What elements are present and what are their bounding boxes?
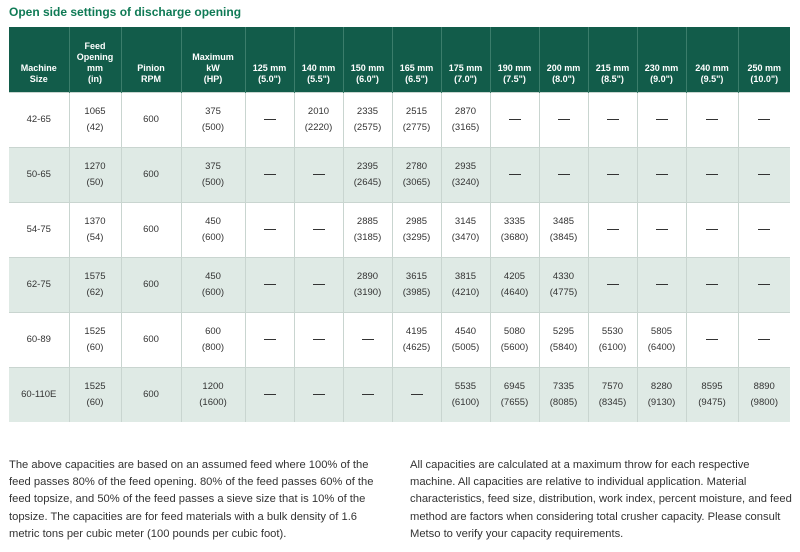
- column-header: [69, 27, 121, 93]
- capacity-cell: [490, 93, 539, 148]
- not-available-dash: [607, 229, 619, 230]
- capacity-line: 3485: [552, 216, 575, 227]
- column-header: [490, 27, 539, 93]
- not-available-dash: [758, 229, 770, 230]
- not-available-dash: [656, 284, 668, 285]
- capacity-cell: [738, 203, 790, 258]
- column-header: [539, 27, 588, 93]
- capacity-cell: [245, 368, 294, 423]
- capacity-cell: [738, 148, 790, 203]
- column-header: [738, 27, 790, 93]
- capacity-line: (3295): [402, 232, 431, 243]
- capacity-line: (3985): [402, 287, 431, 298]
- capacity-cell: [637, 93, 686, 148]
- capacity-cell: [539, 313, 588, 368]
- capacity-cell: [392, 203, 441, 258]
- capacity-line: 8595: [701, 381, 723, 392]
- capacity-line: (4775): [549, 287, 578, 298]
- capacity-cell: [441, 258, 490, 313]
- max-power-line: (600): [201, 287, 225, 298]
- table-row: [9, 368, 790, 423]
- capacity-cell: [294, 93, 343, 148]
- capacity-note-left: The above capacities are based on an assumed feed where 100% of the feed passes 80% of the feed opening. 80% of the feed passes 60% of the feed topsize, and 50% of the feed passes a sieve size that is 10% of the topsize. The capacities are for feed materials with a bulk density of 1.6 metric tons per cubic meter (100 pounds per cubic foot).: [9, 459, 374, 540]
- capacity-line: 2010: [307, 106, 330, 117]
- column-header-line: RPM: [141, 74, 161, 84]
- capacity-line: (3185): [353, 232, 382, 243]
- not-available-dash: [656, 229, 668, 230]
- capacity-cell: [588, 258, 637, 313]
- capacity-line: (5005): [451, 342, 480, 353]
- column-header-line: (8.0"): [552, 74, 575, 84]
- capacity-cell: [738, 313, 790, 368]
- pinion-rpm-cell: 600: [121, 203, 181, 258]
- column-header: [245, 27, 294, 93]
- capacity-line: 2885: [356, 216, 379, 227]
- max-power-line: 375: [205, 161, 221, 172]
- not-available-dash: [706, 174, 718, 175]
- capacity-line: (5600): [500, 342, 529, 353]
- capacity-line: 4330: [552, 271, 575, 282]
- machine-size-cell: 54-75: [9, 203, 69, 258]
- capacity-cell: [392, 368, 441, 423]
- capacity-cell: [441, 203, 490, 258]
- column-header-line: 200 mm: [546, 63, 581, 73]
- column-header-line: (7.5"): [503, 74, 526, 84]
- capacity-cell: [539, 148, 588, 203]
- capacity-line: (8345): [598, 397, 627, 408]
- capacity-cell: [343, 148, 392, 203]
- capacity-note-right: All capacities are calculated at a maximum throw for each respective machine. All capacities are relative to individual application. Material characteristics, feed size, distribution, work index, percent moisture, and feed method are factors when considering total crusher capacity. Please consult Metso to verify your capacity requirements.: [410, 459, 792, 540]
- feed-opening-line: 1525: [84, 326, 106, 337]
- capacity-cell: [490, 313, 539, 368]
- capacity-cell: [441, 368, 490, 423]
- capacity-line: (3470): [451, 232, 480, 243]
- not-available-dash: [607, 119, 619, 120]
- max-power-line: 375: [205, 106, 221, 117]
- column-header-line: (HP): [203, 74, 223, 84]
- max-power-cell: [181, 93, 245, 148]
- max-power-cell: [181, 148, 245, 203]
- capacity-cell: [343, 203, 392, 258]
- capacity-line: 2870: [454, 106, 477, 117]
- feed-opening-line: (42): [86, 122, 104, 133]
- not-available-dash: [706, 339, 718, 340]
- capacity-cell: [686, 258, 738, 313]
- feed-opening-line: 1370: [84, 216, 106, 227]
- capacity-line: (2775): [402, 122, 431, 133]
- capacity-table: [9, 27, 790, 422]
- capacity-cell: [637, 258, 686, 313]
- feed-opening-line: (60): [86, 342, 104, 353]
- not-available-dash: [656, 119, 668, 120]
- capacity-line: 7335: [552, 381, 575, 392]
- table-body: [9, 93, 790, 423]
- max-power-line: 450: [205, 216, 221, 227]
- capacity-cell: [294, 148, 343, 203]
- capacity-line: 5535: [454, 381, 477, 392]
- capacity-line: 3615: [405, 271, 428, 282]
- capacity-cell: [588, 93, 637, 148]
- not-available-dash: [607, 174, 619, 175]
- capacity-cell: [245, 258, 294, 313]
- feed-opening-line: 1270: [84, 161, 106, 172]
- column-header-line: Machine: [20, 63, 57, 73]
- feed-opening-line: (62): [86, 287, 104, 298]
- max-power-cell: [181, 203, 245, 258]
- capacity-line: (3680): [500, 232, 529, 243]
- feed-opening-line: (50): [86, 177, 104, 188]
- capacity-cell: [343, 93, 392, 148]
- capacity-line: (4640): [500, 287, 529, 298]
- capacity-cell: [637, 368, 686, 423]
- not-available-dash: [264, 229, 276, 230]
- capacity-cell: [343, 368, 392, 423]
- column-header-line: mm: [86, 63, 103, 73]
- feed-opening-line: (60): [86, 397, 104, 408]
- capacity-cell: [738, 368, 790, 423]
- not-available-dash: [313, 229, 325, 230]
- column-header-line: (7.0"): [454, 74, 477, 84]
- feed-opening-line: 1065: [84, 106, 106, 117]
- table-row: [9, 148, 790, 203]
- capacity-line: 5080: [503, 326, 526, 337]
- not-available-dash: [411, 394, 423, 395]
- capacity-line: (9475): [698, 397, 726, 408]
- feed-opening-cell: [69, 368, 121, 423]
- column-header-line: Pinion: [137, 63, 165, 73]
- capacity-cell: [686, 368, 738, 423]
- capacity-cell: [245, 93, 294, 148]
- not-available-dash: [509, 174, 521, 175]
- capacity-line: (4210): [451, 287, 480, 298]
- capacity-cell: [490, 148, 539, 203]
- capacity-cell: [294, 203, 343, 258]
- column-header: [686, 27, 738, 93]
- capacity-line: 5805: [650, 326, 673, 337]
- column-header-line: 125 mm: [252, 63, 287, 73]
- column-header-line: 140 mm: [301, 63, 336, 73]
- column-header: [9, 27, 69, 93]
- capacity-line: (9130): [647, 397, 676, 408]
- column-header-line: 175 mm: [448, 63, 483, 73]
- max-power-line: (1600): [199, 397, 227, 408]
- not-available-dash: [313, 339, 325, 340]
- capacity-cell: [588, 148, 637, 203]
- not-available-dash: [706, 284, 718, 285]
- capacity-line: (6100): [598, 342, 627, 353]
- capacity-cell: [245, 148, 294, 203]
- capacity-cell: [245, 203, 294, 258]
- capacity-line: 2985: [405, 216, 428, 227]
- column-header-line: 250 mm: [747, 63, 782, 73]
- capacity-line: (9800): [750, 397, 778, 408]
- column-header-line: Opening: [76, 52, 114, 62]
- capacity-cell: [539, 93, 588, 148]
- machine-size-cell: 60-110E: [9, 368, 69, 423]
- capacity-cell: [441, 313, 490, 368]
- not-available-dash: [264, 394, 276, 395]
- table-row: [9, 93, 790, 148]
- capacity-line: (6400): [647, 342, 676, 353]
- capacity-line: 8280: [650, 381, 673, 392]
- capacity-line: (3190): [353, 287, 382, 298]
- not-available-dash: [758, 174, 770, 175]
- capacity-line: (4625): [402, 342, 431, 353]
- capacity-cell: [441, 148, 490, 203]
- capacity-line: 7570: [601, 381, 624, 392]
- capacity-cell: [588, 368, 637, 423]
- pinion-rpm-cell: 600: [121, 258, 181, 313]
- column-header: [181, 27, 245, 93]
- max-power-cell: [181, 313, 245, 368]
- capacity-cell: [294, 258, 343, 313]
- not-available-dash: [758, 119, 770, 120]
- pinion-rpm-cell: 600: [121, 148, 181, 203]
- capacity-cell: [294, 368, 343, 423]
- not-available-dash: [264, 174, 276, 175]
- capacity-cell: [738, 93, 790, 148]
- column-header-line: 230 mm: [644, 63, 679, 73]
- capacity-cell: [490, 368, 539, 423]
- column-header-line: (6.0"): [356, 74, 379, 84]
- capacity-cell: [686, 203, 738, 258]
- capacity-line: 4205: [503, 271, 526, 282]
- capacity-cell: [490, 258, 539, 313]
- capacity-line: 2395: [356, 161, 379, 172]
- capacity-cell: [588, 313, 637, 368]
- capacity-line: 6945: [503, 381, 526, 392]
- capacity-cell: [637, 148, 686, 203]
- not-available-dash: [607, 284, 619, 285]
- machine-size-cell: 50-65: [9, 148, 69, 203]
- capacity-line: (6100): [451, 397, 480, 408]
- not-available-dash: [758, 284, 770, 285]
- table-row: [9, 258, 790, 313]
- capacity-cell: [343, 313, 392, 368]
- feed-opening-line: 1525: [84, 381, 106, 392]
- table-row: [9, 313, 790, 368]
- capacity-line: 3815: [454, 271, 477, 282]
- capacity-cell: [637, 313, 686, 368]
- capacity-line: 2890: [356, 271, 379, 282]
- capacity-line: 2335: [356, 106, 379, 117]
- max-power-cell: [181, 258, 245, 313]
- capacity-line: (3845): [549, 232, 578, 243]
- max-power-line: (800): [201, 342, 225, 353]
- column-header-line: 240 mm: [695, 63, 729, 73]
- capacity-cell: [294, 313, 343, 368]
- column-header-line: (9.0"): [650, 74, 673, 84]
- column-header-line: (in): [88, 74, 102, 84]
- feed-opening-line: (54): [86, 232, 104, 243]
- feed-opening-cell: [69, 313, 121, 368]
- capacity-line: (3065): [402, 177, 431, 188]
- feed-opening-cell: [69, 93, 121, 148]
- column-header-line: 190 mm: [497, 63, 532, 73]
- capacity-line: 2515: [405, 106, 428, 117]
- capacity-cell: [539, 368, 588, 423]
- capacity-line: 4540: [454, 326, 477, 337]
- column-header-line: (6.5"): [405, 74, 428, 84]
- not-available-dash: [706, 119, 718, 120]
- capacity-line: (2575): [353, 122, 382, 133]
- capacity-line: (2220): [304, 122, 333, 133]
- machine-size-cell: 62-75: [9, 258, 69, 313]
- column-header-line: 150 mm: [350, 63, 385, 73]
- table-title: Open side settings of discharge opening: [9, 5, 242, 19]
- column-header-line: (10.0"): [750, 74, 779, 84]
- column-header-line: (9.5"): [700, 74, 724, 84]
- capacity-cell: [738, 258, 790, 313]
- column-header-line: Size: [29, 74, 48, 84]
- capacity-cell: [392, 148, 441, 203]
- table-row: [9, 203, 790, 258]
- column-header-line: 165 mm: [399, 63, 434, 73]
- capacity-cell: [392, 313, 441, 368]
- column-header-line: (5.0"): [258, 74, 281, 84]
- column-header-line: 215 mm: [595, 63, 630, 73]
- max-power-line: (500): [201, 177, 225, 188]
- capacity-cell: [343, 258, 392, 313]
- capacity-line: (2645): [353, 177, 382, 188]
- capacity-line: (5840): [549, 342, 578, 353]
- not-available-dash: [313, 394, 325, 395]
- not-available-dash: [313, 174, 325, 175]
- capacity-line: (8085): [549, 397, 578, 408]
- capacity-line: (7655): [500, 397, 529, 408]
- column-header: [343, 27, 392, 93]
- not-available-dash: [264, 284, 276, 285]
- column-header-line: kW: [206, 63, 220, 73]
- capacity-cell: [392, 258, 441, 313]
- column-header-line: Feed: [84, 41, 106, 51]
- not-available-dash: [362, 394, 374, 395]
- capacity-cell: [686, 93, 738, 148]
- column-header: [392, 27, 441, 93]
- capacity-line: 5295: [552, 326, 575, 337]
- capacity-line: 2780: [405, 161, 428, 172]
- max-power-line: (600): [201, 232, 225, 243]
- capacity-line: (3240): [451, 177, 480, 188]
- not-available-dash: [509, 119, 521, 120]
- capacity-cell: [539, 203, 588, 258]
- capacity-line: (3165): [451, 122, 480, 133]
- not-available-dash: [706, 229, 718, 230]
- feed-opening-line: 1575: [84, 271, 106, 282]
- capacity-line: 2935: [454, 161, 477, 172]
- capacity-line: 3335: [503, 216, 526, 227]
- column-header-line: (8.5"): [601, 74, 624, 84]
- not-available-dash: [558, 119, 570, 120]
- capacity-cell: [490, 203, 539, 258]
- pinion-rpm-cell: 600: [121, 313, 181, 368]
- capacity-cell: [392, 93, 441, 148]
- capacity-line: 8890: [753, 381, 775, 392]
- max-power-line: 600: [205, 326, 221, 337]
- table-header-row: [9, 27, 790, 93]
- feed-opening-cell: [69, 148, 121, 203]
- capacity-cell: [588, 203, 637, 258]
- feed-opening-cell: [69, 203, 121, 258]
- column-header: [121, 27, 181, 93]
- not-available-dash: [313, 284, 325, 285]
- not-available-dash: [558, 174, 570, 175]
- not-available-dash: [362, 339, 374, 340]
- not-available-dash: [264, 339, 276, 340]
- pinion-rpm-cell: 600: [121, 368, 181, 423]
- machine-size-cell: 60-89: [9, 313, 69, 368]
- pinion-rpm-cell: 600: [121, 93, 181, 148]
- column-header-line: Maximum: [192, 52, 234, 62]
- not-available-dash: [264, 119, 276, 120]
- capacity-cell: [686, 148, 738, 203]
- capacity-line: 5530: [601, 326, 624, 337]
- column-header-line: (5.5"): [307, 74, 330, 84]
- capacity-cell: [441, 93, 490, 148]
- machine-size-cell: 42-65: [9, 93, 69, 148]
- capacity-cell: [245, 313, 294, 368]
- capacity-line: 3145: [454, 216, 477, 227]
- max-power-line: (500): [201, 122, 225, 133]
- max-power-cell: [181, 368, 245, 423]
- capacity-line: 4195: [405, 326, 428, 337]
- capacity-cell: [637, 203, 686, 258]
- column-header: [637, 27, 686, 93]
- column-header: [294, 27, 343, 93]
- column-header: [441, 27, 490, 93]
- not-available-dash: [656, 174, 668, 175]
- feed-opening-cell: [69, 258, 121, 313]
- max-power-line: 450: [205, 271, 221, 282]
- capacity-cell: [539, 258, 588, 313]
- not-available-dash: [758, 339, 770, 340]
- capacity-cell: [686, 313, 738, 368]
- column-header: [588, 27, 637, 93]
- max-power-line: 1200: [202, 381, 224, 392]
